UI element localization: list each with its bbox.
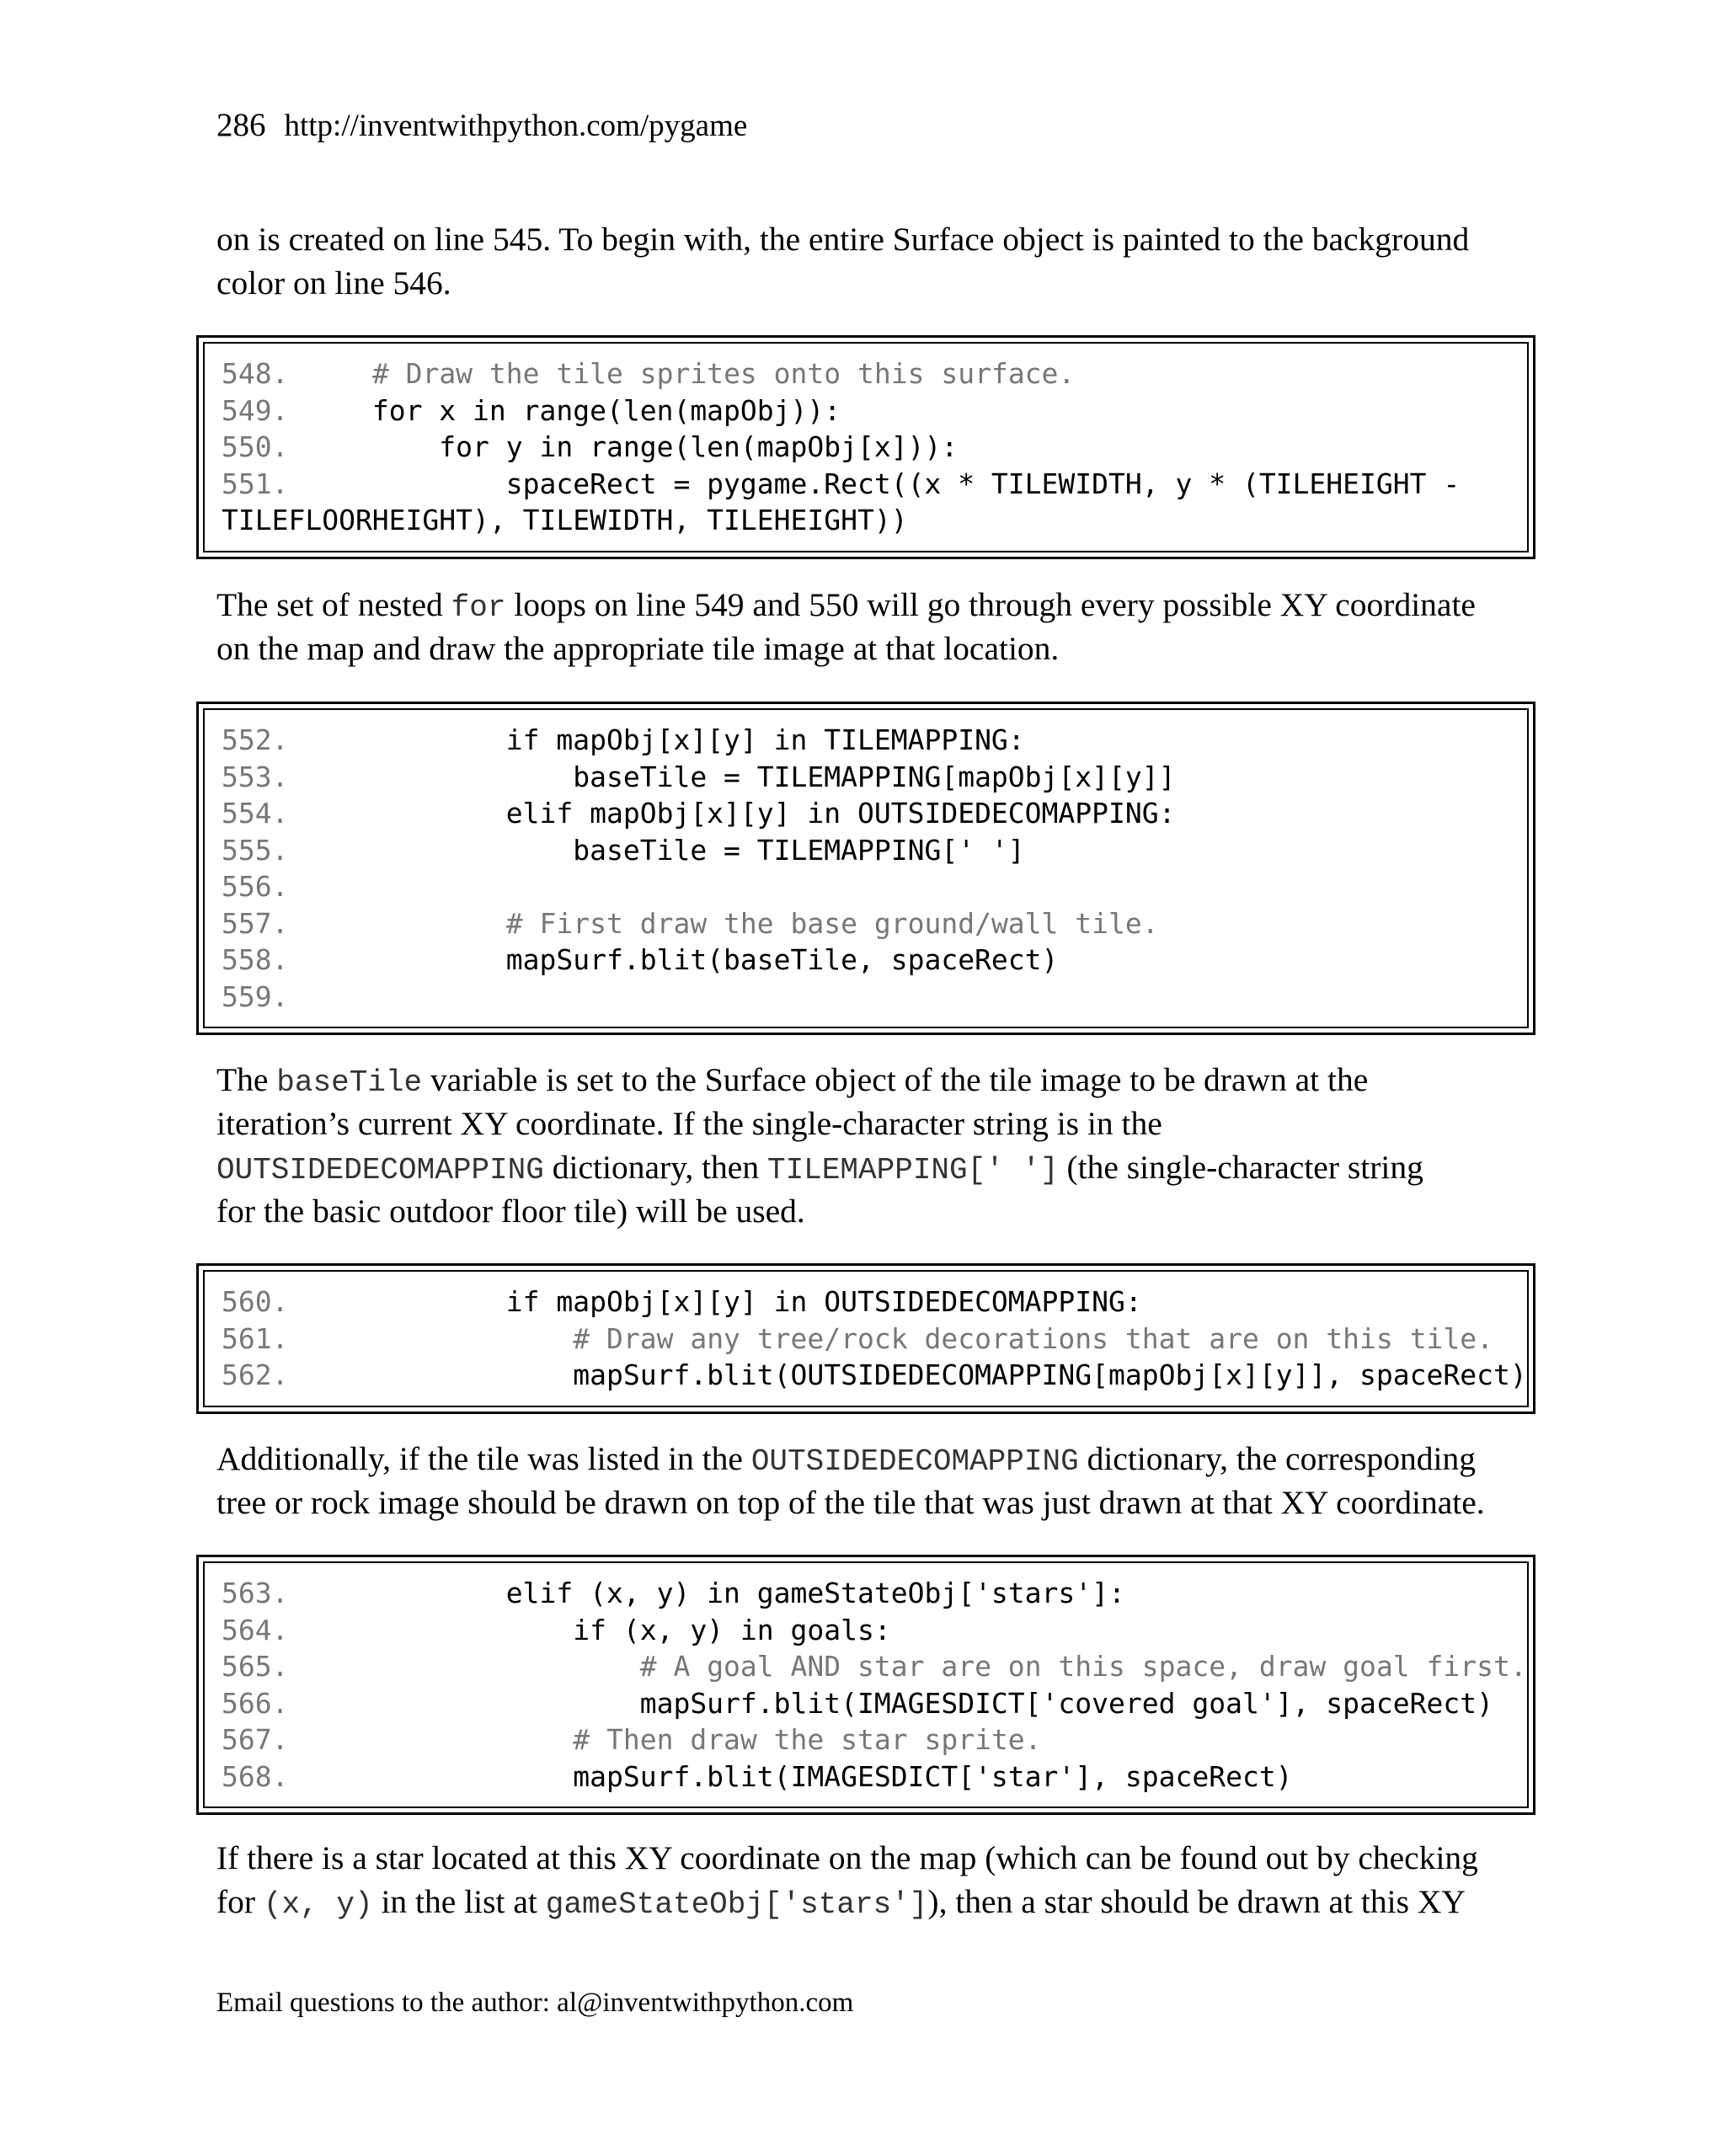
line-number: 552. bbox=[222, 723, 289, 756]
line-number-gap bbox=[288, 1577, 305, 1609]
code-text: mapSurf.blit(IMAGESDICT['star'], spaceRect) bbox=[305, 1759, 1293, 1793]
text-line: for (x, y) in the list at gameStateObj['stars']), then a star should be drawn at this XY bbox=[216, 1883, 1466, 1922]
line-number: 554. bbox=[222, 797, 289, 830]
code-text bbox=[305, 1650, 639, 1683]
code-line bbox=[222, 502, 1527, 539]
line-number: 566. bbox=[222, 1686, 289, 1720]
code-text: mapSurf.blit(IMAGESDICT['covered goal'], spaceRect) bbox=[305, 1686, 1493, 1720]
inline-code: TILEMAPPING[' '] bbox=[766, 1153, 1059, 1187]
page-header bbox=[216, 106, 747, 144]
line-number-gap bbox=[288, 870, 305, 903]
line-number-gap bbox=[288, 430, 305, 463]
line-number-gap bbox=[288, 760, 305, 793]
line-number-gap bbox=[288, 1285, 305, 1318]
line-number-gap bbox=[288, 943, 305, 976]
line-number: 551. bbox=[222, 467, 289, 500]
line-number-gap bbox=[288, 1322, 305, 1355]
line-number-gap bbox=[288, 1614, 305, 1646]
page-footer: Email questions to the author: al@inventwithpython.com bbox=[216, 1988, 854, 2018]
code-line bbox=[222, 1321, 1527, 1358]
line-number: 562. bbox=[222, 1358, 289, 1391]
text-line: If there is a star located at this XY coordinate on the map (which can be found out by checking bbox=[216, 1839, 1478, 1876]
inline-code: baseTile bbox=[276, 1065, 423, 1100]
line-number-gap bbox=[288, 1760, 305, 1793]
paragraph-additionally bbox=[216, 1437, 1530, 1524]
inline-code: OUTSIDEDECOMAPPING bbox=[750, 1444, 1079, 1479]
code-text: if mapObj[x][y] in TILEMAPPING: bbox=[305, 723, 1025, 756]
code-line bbox=[222, 355, 1527, 392]
code-line bbox=[222, 905, 1527, 942]
line-number: 564. bbox=[222, 1613, 289, 1646]
code-line bbox=[222, 759, 1527, 796]
code-text: if mapObj[x][y] in OUTSIDEDECOMAPPING: bbox=[305, 1285, 1142, 1318]
line-number: 557. bbox=[222, 906, 289, 940]
text-line: OUTSIDEDECOMAPPING dictionary, then TILEMAPPING[' '] (the single-character string bbox=[216, 1149, 1423, 1187]
code-comment: # Draw any tree/rock decorations that are on this tile. bbox=[573, 1321, 1493, 1355]
text-line: The set of nested for loops on line 549 and 550 will go through every possible XY coordinate bbox=[216, 586, 1476, 625]
line-number: 565. bbox=[222, 1650, 289, 1683]
header-url: http://inventwithpython.com/pygame bbox=[284, 109, 748, 143]
line-number: 567. bbox=[222, 1723, 289, 1756]
line-number: 550. bbox=[222, 430, 289, 463]
code-text: mapSurf.blit(OUTSIDEDECOMAPPING[mapObj[x][y]], spaceRect) bbox=[305, 1358, 1527, 1391]
code-line bbox=[222, 1283, 1527, 1321]
text-line: tree or rock image should be drawn on top of the tile that was just drawn at that XY coordinate. bbox=[216, 1484, 1485, 1521]
line-number: 563. bbox=[222, 1577, 289, 1609]
code-text bbox=[305, 907, 505, 940]
text-line: color on line 546. bbox=[216, 264, 451, 302]
line-number-gap bbox=[288, 834, 305, 867]
line-number-gap bbox=[288, 1358, 305, 1391]
code-line bbox=[222, 1612, 1527, 1649]
inline-code: gameStateObj['stars'] bbox=[545, 1887, 928, 1922]
code-line bbox=[222, 429, 1527, 466]
text-line: on is created on line 545. To begin with, the entire Surface object is painted to the background bbox=[216, 221, 1470, 258]
code-line bbox=[222, 1758, 1527, 1796]
inline-code: (x, y) bbox=[263, 1887, 373, 1922]
code-text: if (x, y) in goals: bbox=[305, 1613, 891, 1646]
line-number: 561. bbox=[222, 1321, 289, 1355]
code-line bbox=[222, 392, 1527, 430]
code-line bbox=[222, 722, 1527, 759]
line-number-gap bbox=[288, 357, 305, 390]
text-line: for the basic outdoor floor tile) will be used. bbox=[216, 1193, 805, 1230]
line-number: 555. bbox=[222, 833, 289, 867]
line-number: 556. bbox=[222, 870, 289, 903]
line-number: 549. bbox=[222, 393, 289, 427]
line-number: 560. bbox=[222, 1285, 289, 1318]
line-number: 553. bbox=[222, 760, 289, 793]
code-line bbox=[222, 795, 1527, 832]
code-text bbox=[305, 1322, 573, 1355]
code-text: spaceRect = pygame.Rect((x * TILEWIDTH, y * (TILEHEIGHT - bbox=[305, 467, 1461, 500]
text-line: Additionally, if the tile was listed in the OUTSIDEDECOMAPPING dictionary, the corresponding bbox=[216, 1440, 1477, 1479]
line-number: 559. bbox=[222, 979, 289, 1013]
code-text: for x in range(len(mapObj)): bbox=[305, 393, 841, 427]
code-line bbox=[222, 868, 1527, 905]
code-line bbox=[222, 1575, 1527, 1612]
line-number-gap bbox=[288, 1723, 305, 1756]
line-number-gap bbox=[288, 394, 305, 427]
code-line bbox=[222, 466, 1527, 503]
text-line: iteration’s current XY coordinate. If the single-character string is in the bbox=[216, 1105, 1162, 1142]
code-line bbox=[222, 942, 1527, 979]
code-comment: # Draw the tile sprites onto this surface. bbox=[371, 357, 1076, 390]
code-text: elif (x, y) in gameStateObj['stars']: bbox=[305, 1577, 1125, 1609]
code-comment: # First draw the base ground/wall tile. bbox=[505, 906, 1159, 940]
code-line bbox=[222, 1721, 1527, 1758]
text-line: on the map and draw the appropriate tile image at that location. bbox=[216, 630, 1060, 667]
code-text bbox=[305, 357, 371, 390]
paragraph-basetile bbox=[216, 1058, 1530, 1233]
paragraph-star bbox=[216, 1836, 1530, 1924]
code-line bbox=[222, 832, 1527, 869]
code-block-563-568 bbox=[196, 1555, 1535, 1815]
line-number-gap bbox=[288, 980, 305, 1013]
paragraph-nested-for bbox=[216, 583, 1530, 670]
code-block-552-559 bbox=[196, 702, 1535, 1035]
line-number-gap bbox=[288, 797, 305, 830]
line-number-gap bbox=[288, 1687, 305, 1720]
code-text: baseTile = TILEMAPPING[mapObj[x][y]] bbox=[305, 760, 1176, 793]
line-number-gap bbox=[288, 723, 305, 756]
code-line bbox=[222, 979, 1527, 1016]
line-number: 568. bbox=[222, 1759, 289, 1793]
code-text: TILEFLOORHEIGHT), TILEWIDTH, TILEHEIGHT)) bbox=[222, 504, 908, 536]
code-line bbox=[222, 1685, 1527, 1722]
code-block-560-562 bbox=[196, 1263, 1535, 1414]
code-text bbox=[305, 1723, 573, 1756]
line-number: 558. bbox=[222, 943, 289, 976]
code-text: baseTile = TILEMAPPING[' '] bbox=[305, 833, 1025, 867]
page-number: 286 bbox=[216, 107, 266, 143]
code-block-548-551 bbox=[196, 335, 1535, 559]
code-line bbox=[222, 1648, 1527, 1685]
line-number-gap bbox=[288, 907, 305, 940]
code-text: for y in range(len(mapObj[x])): bbox=[305, 430, 959, 463]
inline-code: OUTSIDEDECOMAPPING bbox=[216, 1153, 544, 1187]
intro-paragraph bbox=[216, 217, 1530, 305]
code-line bbox=[222, 1357, 1527, 1394]
line-number-gap bbox=[288, 1650, 305, 1683]
code-comment: # Then draw the star sprite. bbox=[573, 1723, 1042, 1756]
code-text: mapSurf.blit(baseTile, spaceRect) bbox=[305, 943, 1059, 976]
text-line: The baseTile variable is set to the Surface object of the tile image to be drawn at the bbox=[216, 1061, 1369, 1100]
code-text: elif mapObj[x][y] in OUTSIDEDECOMAPPING: bbox=[305, 797, 1176, 830]
line-number: 548. bbox=[222, 357, 289, 390]
line-number-gap bbox=[288, 467, 305, 500]
inline-code: for bbox=[451, 590, 506, 625]
code-comment: # A goal AND star are on this space, draw goal first. bbox=[639, 1650, 1527, 1683]
